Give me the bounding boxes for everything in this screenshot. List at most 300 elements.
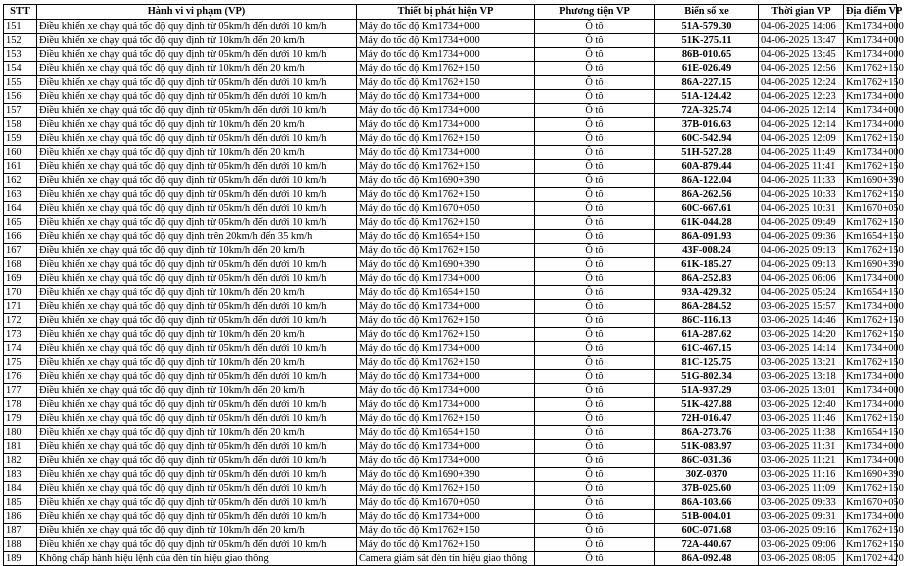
cell-stt: 180 <box>4 426 37 440</box>
cell-violation: Điều khiển xe chạy quá tốc độ quy định từ 10km/h đến 20 km/h <box>37 244 357 258</box>
table-row <box>4 216 897 230</box>
cell-stt: 187 <box>4 524 37 538</box>
cell-location: Km1654+150 <box>844 230 897 244</box>
cell-time: 04-06-2025 12:14 <box>759 118 844 132</box>
table-row <box>4 384 897 398</box>
cell-violation: Điều khiển xe chạy quá tốc độ quy định từ 05km/h đến dưới 10 km/h <box>37 370 357 384</box>
cell-violation: Điều khiển xe chạy quá tốc độ quy định từ 10km/h đến 20 km/h <box>37 286 357 300</box>
table-row <box>4 370 897 384</box>
table-row <box>4 188 897 202</box>
header-row <box>4 5 897 20</box>
cell-time: 04-06-2025 09:13 <box>759 258 844 272</box>
table-row <box>4 48 897 62</box>
cell-vehicle: Ô tô <box>535 76 655 90</box>
cell-location: Km1762+150 <box>844 132 897 146</box>
cell-vehicle: Ô tô <box>535 440 655 454</box>
cell-plate: 51B-004.01 <box>655 510 759 524</box>
header-action: Hành vi vi phạm (VP) <box>37 5 357 20</box>
cell-time: 04-06-2025 11:33 <box>759 174 844 188</box>
table-row <box>4 202 897 216</box>
table-row <box>4 118 897 132</box>
cell-plate: 86A-227.15 <box>655 76 759 90</box>
cell-device: Máy đo tốc độ Km1654+150 <box>357 230 535 244</box>
cell-plate: 61K-185.27 <box>655 258 759 272</box>
cell-stt: 160 <box>4 146 37 160</box>
table-row <box>4 328 897 342</box>
cell-device: Máy đo tốc độ Km1762+150 <box>357 188 535 202</box>
cell-stt: 179 <box>4 412 37 426</box>
cell-stt: 176 <box>4 370 37 384</box>
table-row <box>4 132 897 146</box>
cell-stt: 163 <box>4 188 37 202</box>
cell-time: 04-06-2025 10:31 <box>759 202 844 216</box>
cell-stt: 164 <box>4 202 37 216</box>
cell-plate: 51K-275.11 <box>655 34 759 48</box>
cell-time: 04-06-2025 12:24 <box>759 76 844 90</box>
cell-device: Máy đo tốc độ Km1690+390 <box>357 258 535 272</box>
cell-violation: Điều khiển xe chạy quá tốc độ quy định từ 05km/h đến dưới 10 km/h <box>37 440 357 454</box>
cell-vehicle: Ô tô <box>535 62 655 76</box>
cell-time: 03-06-2025 13:18 <box>759 370 844 384</box>
cell-plate: 61C-467.15 <box>655 342 759 356</box>
table-row <box>4 510 897 524</box>
cell-location: Km1654+150 <box>844 426 897 440</box>
cell-stt: 172 <box>4 314 37 328</box>
table-row <box>4 552 897 566</box>
table-row <box>4 76 897 90</box>
cell-vehicle: Ô tô <box>535 468 655 482</box>
cell-location: Km1734+000 <box>844 146 897 160</box>
cell-violation: Điều khiển xe chạy quá tốc độ quy định từ 05km/h đến dưới 10 km/h <box>37 160 357 174</box>
cell-stt: 175 <box>4 356 37 370</box>
cell-time: 04-06-2025 05:24 <box>759 286 844 300</box>
cell-location: Km1734+000 <box>844 370 897 384</box>
cell-device: Máy đo tốc độ Km1690+390 <box>357 174 535 188</box>
cell-plate: 72A-440.67 <box>655 538 759 552</box>
cell-violation: Điều khiển xe chạy quá tốc độ quy định từ 05km/h đến dưới 10 km/h <box>37 342 357 356</box>
cell-vehicle: Ô tô <box>535 202 655 216</box>
cell-vehicle: Ô tô <box>535 552 655 566</box>
table-header <box>4 5 903 20</box>
table-row <box>4 314 897 328</box>
cell-vehicle: Ô tô <box>535 90 655 104</box>
cell-vehicle: Ô tô <box>535 524 655 538</box>
cell-location: Km1762+150 <box>844 314 897 328</box>
cell-device: Máy đo tốc độ Km1734+000 <box>357 370 535 384</box>
cell-plate: 60C-542.94 <box>655 132 759 146</box>
cell-violation: Điều khiển xe chạy quá tốc độ quy định từ 10km/h đến 20 km/h <box>37 328 357 342</box>
cell-violation: Điều khiển xe chạy quá tốc độ quy định trên 20km/h đến 35 km/h <box>37 230 357 244</box>
cell-time: 03-06-2025 14:14 <box>759 342 844 356</box>
cell-plate: 61A-287.62 <box>655 328 759 342</box>
cell-vehicle: Ô tô <box>535 412 655 426</box>
table-row <box>4 426 897 440</box>
cell-device: Máy đo tốc độ Km1734+000 <box>357 454 535 468</box>
cell-violation: Điều khiển xe chạy quá tốc độ quy định từ 05km/h đến dưới 10 km/h <box>37 174 357 188</box>
cell-time: 04-06-2025 12:14 <box>759 104 844 118</box>
cell-stt: 173 <box>4 328 37 342</box>
cell-device: Máy đo tốc độ Km1762+150 <box>357 76 535 90</box>
cell-violation: Điều khiển xe chạy quá tốc độ quy định từ 05km/h đến dưới 10 km/h <box>37 398 357 412</box>
table-row <box>4 34 897 48</box>
table-row <box>4 440 897 454</box>
cell-time: 04-06-2025 12:09 <box>759 132 844 146</box>
cell-plate: 51H-527.28 <box>655 146 759 160</box>
cell-stt: 185 <box>4 496 37 510</box>
cell-stt: 183 <box>4 468 37 482</box>
cell-location: Km1734+000 <box>844 272 897 286</box>
table-row <box>4 272 897 286</box>
cell-time: 03-06-2025 11:21 <box>759 454 844 468</box>
cell-time: 04-06-2025 13:45 <box>759 48 844 62</box>
cell-vehicle: Ô tô <box>535 188 655 202</box>
cell-device: Máy đo tốc độ Km1734+000 <box>357 34 535 48</box>
cell-device: Máy đo tốc độ Km1734+000 <box>357 384 535 398</box>
cell-device: Máy đo tốc độ Km1734+000 <box>357 118 535 132</box>
header-vehicle: Phương tiện VP <box>535 5 655 20</box>
cell-location: Km1734+000 <box>844 454 897 468</box>
cell-device: Máy đo tốc độ Km1762+150 <box>357 62 535 76</box>
cell-vehicle: Ô tô <box>535 454 655 468</box>
cell-device: Máy đo tốc độ Km1762+150 <box>357 482 535 496</box>
table-row <box>4 300 897 314</box>
cell-location: Km1762+150 <box>844 244 897 258</box>
cell-violation: Điều khiển xe chạy quá tốc độ quy định từ 05km/h đến dưới 10 km/h <box>37 76 357 90</box>
cell-location: Km1762+150 <box>844 524 897 538</box>
cell-violation: Điều khiển xe chạy quá tốc độ quy định từ 05km/h đến dưới 10 km/h <box>37 314 357 328</box>
cell-plate: 86A-122.04 <box>655 174 759 188</box>
cell-vehicle: Ô tô <box>535 370 655 384</box>
cell-time: 03-06-2025 15:57 <box>759 300 844 314</box>
table-row <box>4 258 897 272</box>
cell-stt: 168 <box>4 258 37 272</box>
cell-time: 03-06-2025 14:20 <box>759 328 844 342</box>
cell-stt: 158 <box>4 118 37 132</box>
cell-vehicle: Ô tô <box>535 146 655 160</box>
cell-location: Km1734+000 <box>844 384 897 398</box>
cell-violation: Điều khiển xe chạy quá tốc độ quy định từ 10km/h đến 20 km/h <box>37 146 357 160</box>
cell-time: 03-06-2025 09:16 <box>759 524 844 538</box>
cell-time: 04-06-2025 06:06 <box>759 272 844 286</box>
cell-violation: Điều khiển xe chạy quá tốc độ quy định từ 05km/h đến dưới 10 km/h <box>37 258 357 272</box>
cell-stt: 154 <box>4 62 37 76</box>
table-row <box>4 398 897 412</box>
cell-vehicle: Ô tô <box>535 510 655 524</box>
cell-device: Máy đo tốc độ Km1762+150 <box>357 524 535 538</box>
cell-device: Máy đo tốc độ Km1734+000 <box>357 48 535 62</box>
cell-vehicle: Ô tô <box>535 356 655 370</box>
header-time: Thời gian VP <box>759 5 844 20</box>
cell-stt: 157 <box>4 104 37 118</box>
cell-time: 03-06-2025 13:21 <box>759 356 844 370</box>
cell-plate: 37B-025.60 <box>655 482 759 496</box>
cell-vehicle: Ô tô <box>535 230 655 244</box>
cell-stt: 161 <box>4 160 37 174</box>
cell-vehicle: Ô tô <box>535 342 655 356</box>
table-row <box>4 20 897 34</box>
cell-device: Máy đo tốc độ Km1762+150 <box>357 216 535 230</box>
cell-vehicle: Ô tô <box>535 286 655 300</box>
cell-vehicle: Ô tô <box>535 258 655 272</box>
cell-location: Km1690+390 <box>844 174 897 188</box>
cell-plate: 61K-044.28 <box>655 216 759 230</box>
cell-violation: Điều khiển xe chạy quá tốc độ quy định từ 05km/h đến dưới 10 km/h <box>37 412 357 426</box>
cell-violation: Điều khiển xe chạy quá tốc độ quy định từ 05km/h đến dưới 10 km/h <box>37 90 357 104</box>
cell-stt: 182 <box>4 454 37 468</box>
cell-time: 03-06-2025 09:06 <box>759 538 844 552</box>
cell-location: Km1762+150 <box>844 216 897 230</box>
cell-plate: 81C-125.75 <box>655 356 759 370</box>
table-row <box>4 496 897 510</box>
cell-plate: 30Z-0370 <box>655 468 759 482</box>
cell-plate: 72A-325.74 <box>655 104 759 118</box>
cell-stt: 174 <box>4 342 37 356</box>
table-row <box>4 90 897 104</box>
table-row <box>4 454 897 468</box>
cell-plate: 86A-103.66 <box>655 496 759 510</box>
header-location: Địa điểm VP <box>844 5 897 20</box>
header-plate: Biển số xe <box>655 5 759 20</box>
cell-device: Máy đo tốc độ Km1690+390 <box>357 468 535 482</box>
table-row <box>4 524 897 538</box>
cell-plate: 93A-429.32 <box>655 286 759 300</box>
cell-time: 03-06-2025 11:09 <box>759 482 844 496</box>
cell-plate: 51K-083.97 <box>655 440 759 454</box>
table-body <box>4 20 904 566</box>
cell-device: Máy đo tốc độ Km1762+150 <box>357 328 535 342</box>
cell-violation: Điều khiển xe chạy quá tốc độ quy định từ 10km/h đến 20 km/h <box>37 384 357 398</box>
table-row <box>4 104 897 118</box>
cell-plate: 51A-124.42 <box>655 90 759 104</box>
cell-stt: 177 <box>4 384 37 398</box>
cell-location: Km1734+000 <box>844 118 897 132</box>
cell-violation: Điều khiển xe chạy quá tốc độ quy định từ 05km/h đến dưới 10 km/h <box>37 538 357 552</box>
table-row <box>4 146 897 160</box>
cell-device: Camera giám sát đèn tín hiệu giao thông <box>357 552 535 566</box>
table-row <box>4 468 897 482</box>
cell-stt: 152 <box>4 34 37 48</box>
cell-violation: Điều khiển xe chạy quá tốc độ quy định từ 05km/h đến dưới 10 km/h <box>37 20 357 34</box>
cell-time: 03-06-2025 09:31 <box>759 510 844 524</box>
cell-location: Km1734+000 <box>844 90 897 104</box>
table-row <box>4 174 897 188</box>
cell-vehicle: Ô tô <box>535 160 655 174</box>
cell-device: Máy đo tốc độ Km1734+000 <box>357 146 535 160</box>
cell-location: Km1734+000 <box>844 300 897 314</box>
table-row <box>4 244 897 258</box>
cell-violation: Điều khiển xe chạy quá tốc độ quy định từ 10km/h đến 20 km/h <box>37 356 357 370</box>
cell-plate: 37B-016.63 <box>655 118 759 132</box>
cell-vehicle: Ô tô <box>535 384 655 398</box>
cell-vehicle: Ô tô <box>535 314 655 328</box>
cell-device: Máy đo tốc độ Km1734+000 <box>357 90 535 104</box>
cell-violation: Điều khiển xe chạy quá tốc độ quy định từ 10km/h đến 20 km/h <box>37 62 357 76</box>
cell-location: Km1734+000 <box>844 440 897 454</box>
cell-stt: 156 <box>4 90 37 104</box>
cell-device: Máy đo tốc độ Km1734+000 <box>357 300 535 314</box>
cell-time: 03-06-2025 11:46 <box>759 412 844 426</box>
cell-device: Máy đo tốc độ Km1762+150 <box>357 314 535 328</box>
cell-violation: Điều khiển xe chạy quá tốc độ quy định từ 05km/h đến dưới 10 km/h <box>37 454 357 468</box>
cell-stt: 155 <box>4 76 37 90</box>
cell-plate: 86A-092.48 <box>655 552 759 566</box>
cell-stt: 171 <box>4 300 37 314</box>
cell-time: 04-06-2025 12:23 <box>759 90 844 104</box>
cell-location: Km1734+000 <box>844 104 897 118</box>
cell-time: 04-06-2025 09:13 <box>759 244 844 258</box>
cell-vehicle: Ô tô <box>535 398 655 412</box>
cell-stt: 181 <box>4 440 37 454</box>
cell-vehicle: Ô tô <box>535 496 655 510</box>
cell-plate: 86A-273.76 <box>655 426 759 440</box>
cell-time: 04-06-2025 13:47 <box>759 34 844 48</box>
cell-stt: 153 <box>4 48 37 62</box>
cell-device: Máy đo tốc độ Km1762+150 <box>357 356 535 370</box>
cell-device: Máy đo tốc độ Km1762+150 <box>357 244 535 258</box>
cell-stt: 162 <box>4 174 37 188</box>
cell-plate: 72H-016.47 <box>655 412 759 426</box>
cell-stt: 186 <box>4 510 37 524</box>
cell-device: Máy đo tốc độ Km1734+000 <box>357 342 535 356</box>
cell-time: 04-06-2025 14:06 <box>759 20 844 34</box>
cell-time: 03-06-2025 11:31 <box>759 440 844 454</box>
cell-vehicle: Ô tô <box>535 482 655 496</box>
cell-violation: Điều khiển xe chạy quá tốc độ quy định từ 05km/h đến dưới 10 km/h <box>37 188 357 202</box>
cell-location: Km1762+150 <box>844 482 897 496</box>
cell-violation: Điều khiển xe chạy quá tốc độ quy định từ 05km/h đến dưới 10 km/h <box>37 300 357 314</box>
cell-location: Km1762+150 <box>844 62 897 76</box>
cell-vehicle: Ô tô <box>535 20 655 34</box>
cell-location: Km1734+000 <box>844 48 897 62</box>
cell-location: Km1762+150 <box>844 538 897 552</box>
header-device: Thiết bị phát hiện VP <box>357 5 535 20</box>
cell-vehicle: Ô tô <box>535 300 655 314</box>
cell-plate: 60A-879.44 <box>655 160 759 174</box>
violations-table <box>3 4 904 566</box>
cell-plate: 86C-031.36 <box>655 454 759 468</box>
cell-vehicle: Ô tô <box>535 132 655 146</box>
cell-location: Km1762+150 <box>844 356 897 370</box>
table-row <box>4 356 897 370</box>
cell-violation: Điều khiển xe chạy quá tốc độ quy định từ 10km/h đến 20 km/h <box>37 524 357 538</box>
cell-plate: 86A-284.52 <box>655 300 759 314</box>
cell-vehicle: Ô tô <box>535 426 655 440</box>
cell-location: Km1762+150 <box>844 160 897 174</box>
cell-stt: 166 <box>4 230 37 244</box>
cell-violation: Điều khiển xe chạy quá tốc độ quy định từ 05km/h đến dưới 10 km/h <box>37 48 357 62</box>
cell-plate: 86A-252.83 <box>655 272 759 286</box>
table-row <box>4 538 897 552</box>
cell-device: Máy đo tốc độ Km1734+000 <box>357 398 535 412</box>
cell-stt: 189 <box>4 552 37 566</box>
cell-device: Máy đo tốc độ Km1762+150 <box>357 132 535 146</box>
cell-plate: 51A-937.29 <box>655 384 759 398</box>
cell-violation: Điều khiển xe chạy quá tốc độ quy định từ 05km/h đến dưới 10 km/h <box>37 468 357 482</box>
cell-violation: Điều khiển xe chạy quá tốc độ quy định từ 05km/h đến dưới 10 km/h <box>37 132 357 146</box>
cell-plate: 60C-071.68 <box>655 524 759 538</box>
cell-plate: 51K-427.88 <box>655 398 759 412</box>
table-row <box>4 62 897 76</box>
cell-time: 03-06-2025 12:40 <box>759 398 844 412</box>
cell-location: Km1762+150 <box>844 188 897 202</box>
cell-violation: Điều khiển xe chạy quá tốc độ quy định từ 05km/h đến dưới 10 km/h <box>37 104 357 118</box>
cell-location: Km1762+150 <box>844 412 897 426</box>
cell-plate: 61E-026.49 <box>655 62 759 76</box>
table-row <box>4 412 897 426</box>
table-row <box>4 286 897 300</box>
cell-time: 03-06-2025 09:33 <box>759 496 844 510</box>
cell-violation: Điều khiển xe chạy quá tốc độ quy định từ 05km/h đến dưới 10 km/h <box>37 202 357 216</box>
cell-time: 04-06-2025 11:49 <box>759 146 844 160</box>
cell-location: Km1734+000 <box>844 342 897 356</box>
cell-time: 03-06-2025 08:05 <box>759 552 844 566</box>
table-row <box>4 160 897 174</box>
cell-violation: Điều khiển xe chạy quá tốc độ quy định từ 05km/h đến dưới 10 km/h <box>37 496 357 510</box>
cell-violation: Điều khiển xe chạy quá tốc độ quy định từ 05km/h đến dưới 10 km/h <box>37 510 357 524</box>
cell-time: 04-06-2025 09:36 <box>759 230 844 244</box>
cell-location: Km1762+150 <box>844 76 897 90</box>
cell-device: Máy đo tốc độ Km1734+000 <box>357 510 535 524</box>
cell-vehicle: Ô tô <box>535 538 655 552</box>
cell-device: Máy đo tốc độ Km1734+000 <box>357 440 535 454</box>
table-row <box>4 342 897 356</box>
cell-time: 04-06-2025 10:33 <box>759 188 844 202</box>
cell-plate: 86A-091.93 <box>655 230 759 244</box>
cell-device: Máy đo tốc độ Km1762+150 <box>357 160 535 174</box>
cell-stt: 184 <box>4 482 37 496</box>
cell-time: 04-06-2025 09:49 <box>759 216 844 230</box>
cell-vehicle: Ô tô <box>535 216 655 230</box>
cell-time: 03-06-2025 11:16 <box>759 468 844 482</box>
cell-time: 04-06-2025 11:41 <box>759 160 844 174</box>
cell-vehicle: Ô tô <box>535 118 655 132</box>
cell-stt: 169 <box>4 272 37 286</box>
cell-plate: 51G-802.34 <box>655 370 759 384</box>
cell-vehicle: Ô tô <box>535 244 655 258</box>
cell-vehicle: Ô tô <box>535 328 655 342</box>
cell-location: Km1690+390 <box>844 258 897 272</box>
cell-stt: 178 <box>4 398 37 412</box>
cell-location: Km1670+050 <box>844 496 897 510</box>
cell-device: Máy đo tốc độ Km1670+050 <box>357 202 535 216</box>
cell-device: Máy đo tốc độ Km1734+000 <box>357 272 535 286</box>
cell-location: Km1734+000 <box>844 34 897 48</box>
cell-violation: Điều khiển xe chạy quá tốc độ quy định từ 05km/h đến dưới 10 km/h <box>37 272 357 286</box>
header-stt: STT <box>4 5 37 20</box>
cell-violation: Không chấp hành hiệu lệnh của đèn tín hiệu giao thông <box>37 552 357 566</box>
table-row <box>4 230 897 244</box>
cell-location: Km1654+150 <box>844 286 897 300</box>
cell-plate: 86B-010.65 <box>655 48 759 62</box>
cell-device: Máy đo tốc độ Km1734+000 <box>357 104 535 118</box>
cell-device: Máy đo tốc độ Km1654+150 <box>357 426 535 440</box>
cell-location: Km1734+000 <box>844 510 897 524</box>
cell-time: 03-06-2025 11:38 <box>759 426 844 440</box>
cell-device: Máy đo tốc độ Km1762+150 <box>357 538 535 552</box>
cell-device: Máy đo tốc độ Km1670+050 <box>357 496 535 510</box>
cell-vehicle: Ô tô <box>535 104 655 118</box>
cell-time: 03-06-2025 14:46 <box>759 314 844 328</box>
cell-violation: Điều khiển xe chạy quá tốc độ quy định từ 05km/h đến dưới 10 km/h <box>37 482 357 496</box>
cell-location: Km1762+150 <box>844 328 897 342</box>
cell-location: Km1670+050 <box>844 202 897 216</box>
cell-violation: Điều khiển xe chạy quá tốc độ quy định từ 05km/h đến dưới 10 km/h <box>37 216 357 230</box>
cell-stt: 159 <box>4 132 37 146</box>
cell-stt: 188 <box>4 538 37 552</box>
cell-vehicle: Ô tô <box>535 272 655 286</box>
cell-violation: Điều khiển xe chạy quá tốc độ quy định từ 10km/h đến 20 km/h <box>37 426 357 440</box>
cell-vehicle: Ô tô <box>535 34 655 48</box>
